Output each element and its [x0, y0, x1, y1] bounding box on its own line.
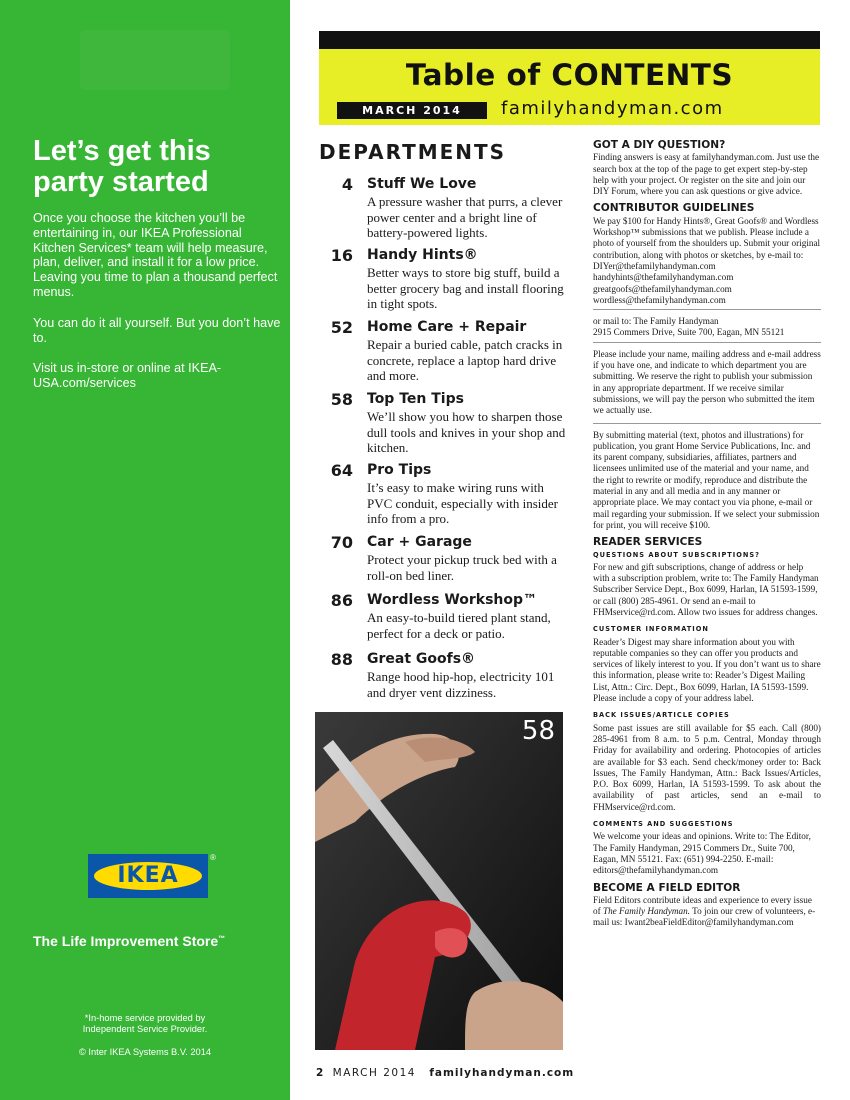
registered-mark: ® [210, 853, 216, 862]
department-desc: We’ll show you how to sharpen those dull tools and knives in your shop and kitchen. [367, 409, 566, 455]
contact-email[interactable]: DIYer@thefamilyhandyman.com [593, 260, 716, 271]
diy-section [593, 140, 821, 197]
footer-site: familyhandyman.com [429, 1067, 575, 1079]
mail-line: 2915 Commers Drive, Suite 700, Eagan, MN 55121 [593, 327, 785, 338]
departments-heading: DEPARTMENTS [319, 140, 507, 164]
department-title: Pro Tips [367, 462, 432, 478]
toc-header [319, 31, 820, 125]
footnote-line: Independent Service Provider. [82, 1024, 208, 1034]
section-heading: BECOME A FIELD EDITOR [593, 881, 741, 894]
ad-paragraph: Visit us in-store or online at IKEA-USA.com/services [33, 361, 222, 391]
section-text: By submitting material (text, photos and illustrations) for publication, you grant Home Service Publications, Inc. and its parent company, subsidiaries, affiliates, partners and licensees unlimited use of the material and your name, and the right to rewrite or modify, reproduce and distribute the material in any and all media and in any manner or appropriate place. We may contact you via phone, e-mail or mail regarding your submission. If we select your submission for print, you will receive $100. [593, 429, 820, 530]
section-text: We pay $100 for Handy Hints®, Great Goofs® and Wordless Workshop™ submissions that we publish. Please include a photo of yourself from the shoulders up. Submit your original contribution, along with photos or sketches, by e-mail to: [593, 215, 821, 260]
ad-tagline [33, 933, 225, 949]
section-text: Please include your name, mailing address and e-mail address if you have one, and indicate to which department you are submitting. We reserve the right to publish your submission in any appropriate department. If we receive similar submissions, we will pay the person who submitted the item we actually use. [593, 348, 821, 416]
department-page: 86 [330, 591, 353, 610]
department-page: 58 [330, 390, 353, 409]
divider [593, 423, 821, 424]
department-desc: It’s easy to make wiring runs with PVC conduit, especially with insider info from a pro. [367, 480, 559, 526]
ad-background-graphic [80, 30, 230, 90]
info-sidebar [593, 140, 821, 935]
department-page: 70 [330, 533, 353, 552]
department-desc: A pressure washer that purrs, a clever power center and a bright line of battery-powered lights. [367, 194, 563, 240]
department-desc: Repair a buried cable, patch cracks in concrete, replace a laptop hard drive and more. [367, 337, 563, 383]
department-desc: An easy-to-build tiered plant stand, perfect for a deck or patio. [367, 610, 551, 641]
contributor-section [593, 203, 821, 531]
divider [593, 342, 821, 343]
department-title: Handy Hints® [367, 247, 478, 263]
trademark-mark: ™ [218, 935, 226, 943]
divider [593, 309, 821, 310]
subsection-heading: BACK ISSUES/ARTICLE COPIES [593, 711, 730, 720]
section-heading: CONTRIBUTOR GUIDELINES [593, 202, 755, 215]
ad-copyright: © Inter IKEA Systems B.V. 2014 [78, 1047, 212, 1057]
footnote-line: *In-home service provided by [84, 1013, 206, 1023]
department-page: 16 [330, 246, 353, 265]
ikea-logo [88, 854, 208, 898]
department-title: Wordless Workshop™ [367, 592, 538, 608]
ad-body [33, 211, 283, 407]
mail-line: or mail to: The Family Handyman [593, 316, 719, 327]
contact-email[interactable]: handyhints@thefamilyhandyman.com [593, 272, 734, 283]
reader-services-section [593, 537, 821, 876]
field-text: Field Editors contribute ideas and experience to every issue of [593, 894, 812, 917]
section-text: We welcome your ideas and opinions. Write to: The Editor, The Family Handyman, 2915 Commers Dr., Suite 700, Eagan, MN 55121. Fax: (651) 994-2250. E-mail: editors@thefamilyhandyman.com [593, 831, 811, 876]
contact-email[interactable]: greatgoofs@thefamilyhandyman.com [593, 283, 732, 294]
section-text: For new and gift subscriptions, change of address or help with a subscription problem, write to: The Family Handyman Subscriber Service Dept., Box 6099, Harlan, IA 51593-1599, or call (800) 285-4961. Or send an e-mail to FHMservice@rd.com. Allow two issues for address changes. [593, 561, 819, 617]
page-number: 2 [316, 1067, 324, 1079]
department-title: Great Goofs® [367, 651, 476, 667]
section-text: Finding answers is easy at familyhandyman.com. Just use the search box at the top of the page to get expert step-by-step help with your project. Or register on the site and join our DIY Forum, where you can ask questions or give advice. [593, 152, 820, 197]
section-text: Some past issues are still available for $5 each. Call (800) 285-4961 from 8 a.m. to 5 p.m. Central, Monday through Friday for availability and ordering. Photocopies of articles are available for $3 each. Send check/money order to: Back Issues, The Family Handyman, Attn.: Back Issues/Articles, P.O. Box 6099, Harlan, IA 51593-1599. To ask about the availability of past articles, send an e-mail to FHMservice@rd.com. [593, 722, 821, 812]
subsection-heading: COMMENTS AND SUGGESTIONS [593, 820, 734, 829]
contact-email[interactable]: wordless@thefamilyhandyman.com [593, 294, 726, 305]
site-url: familyhandyman.com [501, 98, 724, 119]
department-title: Top Ten Tips [367, 391, 464, 407]
department-page: 64 [330, 461, 353, 480]
department-title: Home Care + Repair [367, 319, 527, 335]
department-title: Car + Garage [367, 534, 472, 550]
section-heading: GOT A DIY QUESTION? [593, 139, 726, 151]
ikea-advertisement [0, 0, 290, 1100]
field-editor-section [593, 883, 821, 929]
footer-date: MARCH 2014 [332, 1067, 416, 1079]
department-desc: Better ways to store big stuff, build a better grocery bag and install flooring in tight spots. [367, 265, 564, 311]
tagline-text: The Life Improvement Store [33, 933, 219, 949]
section-heading: READER SERVICES [593, 536, 703, 549]
department-desc: Protect your pickup truck bed with a roll-on bed liner. [367, 552, 557, 583]
sharpening-photo [315, 712, 563, 1050]
department-title: Stuff We Love [367, 176, 477, 192]
subsection-heading: QUESTIONS ABOUT SUBSCRIPTIONS? [593, 550, 760, 559]
department-desc: Range hood hip-hop, electricity 101 and dryer vent dizziness. [367, 669, 555, 700]
department-page: 52 [330, 318, 353, 337]
field-text: To join our crew of volunteers, e-mail us: Iwant2beaFieldEditor@familyhandyman.com [593, 906, 816, 928]
ad-footnote [0, 1013, 290, 1035]
department-page: 4 [341, 175, 353, 194]
subsection-heading: CUSTOMER INFORMATION [593, 625, 709, 634]
page-title: Table of CONTENTS [405, 58, 734, 92]
photo-page-number: 58 [521, 716, 555, 746]
magazine-name: The Family Handyman. [602, 906, 690, 917]
issue-date-badge: MARCH 2014 [337, 102, 487, 119]
ikea-logo-text: IKEA [117, 863, 179, 888]
ad-paragraph: Once you choose the kitchen you’ll be entertaining in, our IKEA Professional Kitchen Services* team will help measure, plan, deliver, and install it for a low price. Leaving you time to plan a thousand perfect menus. [33, 211, 278, 299]
section-text [593, 895, 821, 929]
sharpening-illustration [315, 712, 563, 1050]
section-text: Reader’s Digest may share information about you with reputable companies so they can offer you products and services of likely interest to you. If you don’t want us to share this information, please write to: Reader’s Digest Mailing List, Attn.: Circ. Dept., Box 6099, Harlan, IA 51593-1599. Please include a copy of your address label. [593, 636, 821, 704]
ad-headline: Let’s get this party started [33, 135, 211, 198]
page-footer [316, 1067, 574, 1079]
department-page: 88 [330, 650, 353, 669]
ad-paragraph: You can do it all yourself. But you don’t have to. [33, 315, 281, 345]
